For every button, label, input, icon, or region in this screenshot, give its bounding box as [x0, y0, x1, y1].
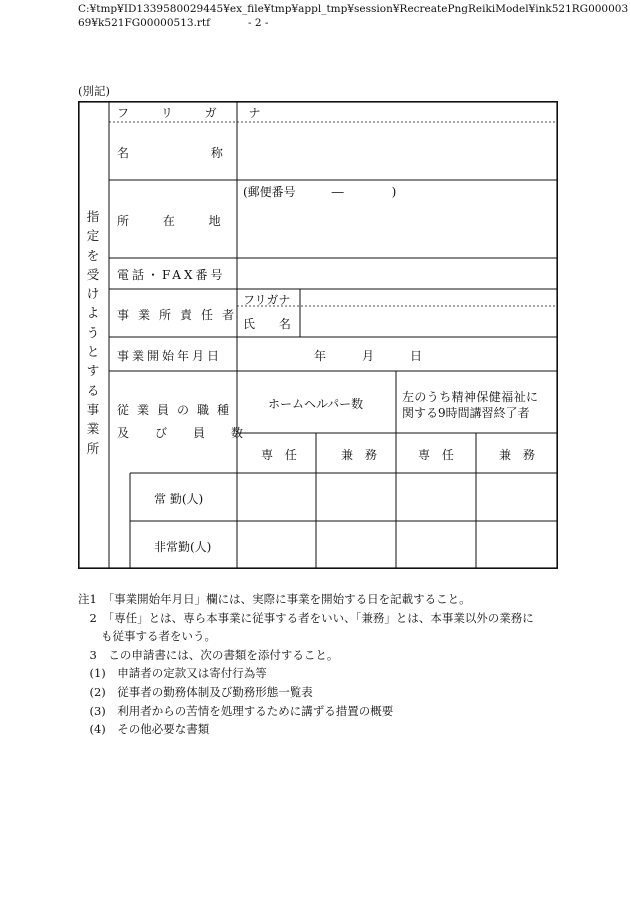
full-time-row-label: 常 勤(人)	[154, 492, 204, 506]
vertical-char: 業	[86, 421, 100, 437]
table-grid-lines	[78, 101, 558, 569]
note-line: 2 「専任」とは、専ら本事業に従事する者をいい、「兼務」とは、本事業以外の業務に	[78, 610, 534, 625]
note-line: (4) その他必要な書類	[78, 722, 210, 737]
vertical-char: 指	[86, 209, 100, 224]
note-line: (2) 従事者の勤務体制及び勤務形態一覧表	[78, 684, 313, 699]
name-label: 名 称	[117, 146, 223, 160]
vertical-label-designated-office	[82, 207, 104, 458]
staff-label-line-1: 従業員の職種	[117, 403, 238, 417]
address-label: 所 在 地	[117, 214, 221, 228]
full-time-dedicated-header-2: 専 任	[418, 448, 454, 462]
vertical-char: 所	[86, 440, 100, 456]
note-line: (1) 申請者の定款又は寄付行為等	[78, 666, 267, 681]
note-line: 注1 「事業開始年月日」欄には、実際に事業を開始する日を記載すること。	[78, 592, 471, 606]
note-line: も従事する者をいう。	[78, 629, 216, 644]
full-time-dedicated-header: 専 任	[261, 448, 297, 462]
file-path-line-1: C:¥tmp¥ID1339580029445¥ex_file¥tmp¥appl_tmp¥session¥RecreatePngReikiModel¥ink521RG000003	[78, 3, 629, 15]
vertical-char: と	[86, 344, 100, 360]
file-path-header	[78, 2, 628, 30]
furigana-label: フ リ ガ ナ	[117, 106, 275, 120]
note-line: (3) 利用者からの苦情を処理するために講ずる措置の概要	[78, 703, 394, 718]
mental-health-header-line-1: 左のうち精神保健福祉に	[402, 390, 539, 404]
application-form-table	[78, 101, 558, 569]
note-line: 3 この申請書には、次の書類を添付すること。	[78, 647, 339, 662]
vertical-char: る	[86, 382, 100, 398]
notes-section	[78, 590, 534, 739]
tel-fax-label: 電話・FAX番号	[117, 268, 226, 282]
part-time-row-label: 非常勤(人)	[154, 540, 212, 554]
vertical-char: 事	[86, 401, 100, 417]
furigana-small-label: フリガナ	[243, 293, 291, 307]
mental-health-header-line-2: 関する9時間講習終了者	[402, 406, 530, 420]
file-path-line-2: 69¥k521FG00000513.rtf	[78, 17, 211, 29]
vertical-char: す	[86, 363, 100, 379]
vertical-char: 定	[86, 228, 100, 244]
appendix-label: (別記)	[78, 84, 110, 98]
start-date-label: 事業開始年月日	[117, 349, 223, 363]
vertical-char: う	[86, 324, 100, 340]
concurrent-duty-header: 兼 務	[341, 448, 377, 462]
staff-label-line-2: 及び員数	[117, 426, 270, 440]
home-helper-count-header: ホームヘルパー数	[268, 397, 364, 411]
vertical-char: 受	[86, 266, 100, 282]
start-date-value: 年 月 日	[314, 349, 423, 363]
postal-code-label: (郵便番号 ― )	[243, 185, 397, 199]
vertical-char: け	[86, 286, 100, 302]
vertical-char: よ	[86, 305, 100, 321]
vertical-char: を	[86, 247, 100, 263]
office-manager-label: 事業所責任者	[117, 308, 244, 322]
person-name-label: 氏 名	[243, 317, 291, 331]
concurrent-duty-header-2: 兼 務	[499, 448, 535, 462]
page-number: - 2 -	[248, 17, 269, 29]
